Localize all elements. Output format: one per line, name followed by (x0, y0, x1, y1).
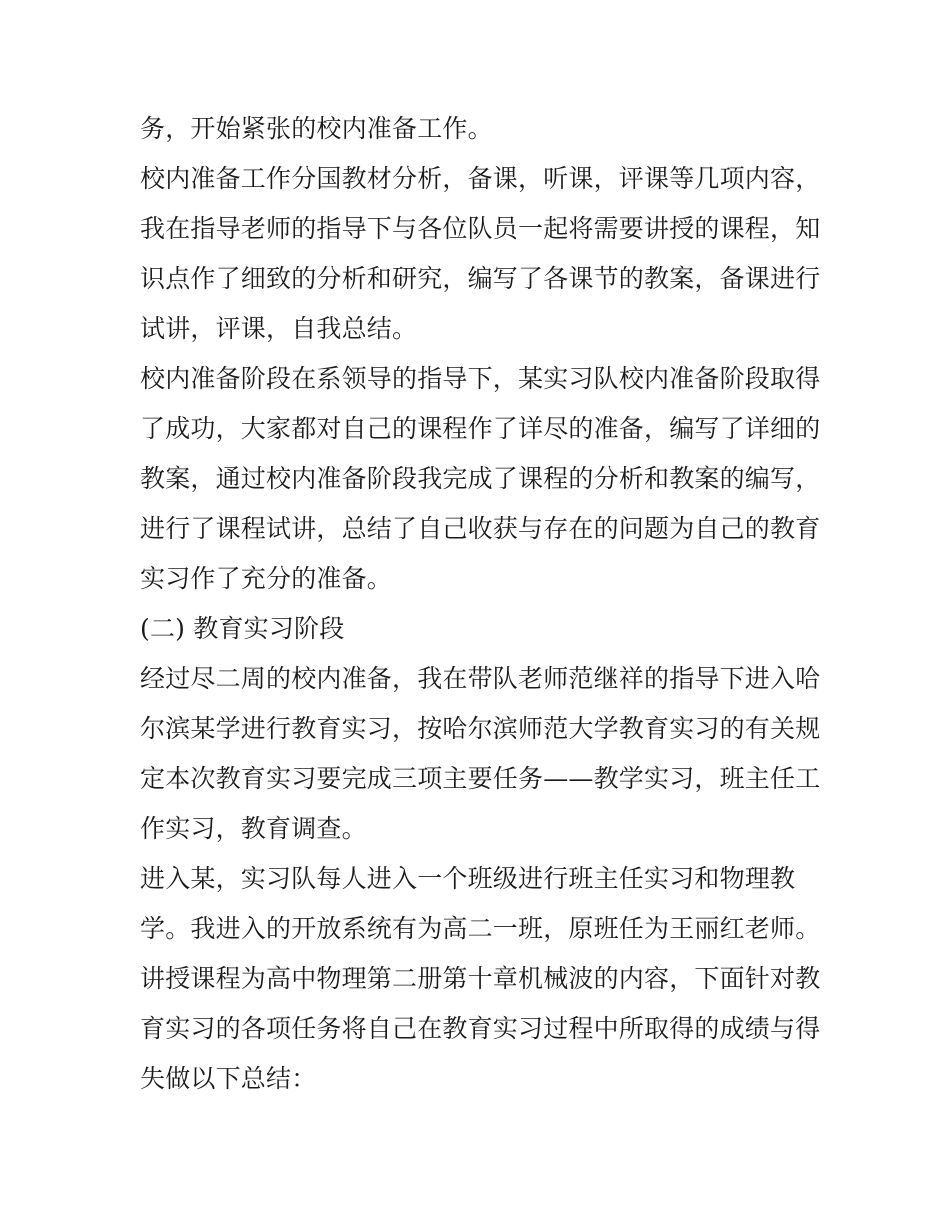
text-line: 失做以下总结： (140, 1064, 317, 1093)
text-line: 了成功，大家都对自己的课程作了详尽的准备，编写了详细的 (140, 414, 821, 443)
text-line: 进行了课程试讲，总结了自己收获与存在的问题为自己的教育 (140, 514, 821, 543)
text-line: 尔滨某学进行教育实习，按哈尔滨师范大学教育实习的有关规 (140, 714, 821, 743)
text-line: 实习作了充分的准备。 (140, 564, 393, 593)
text-line: 作实习，教育调查。 (140, 814, 367, 843)
document-body (140, 104, 820, 1104)
text-line: 育实习的各项任务将自己在教育实习过程中所取得的成绩与得 (140, 1014, 821, 1043)
text-line: 校内准备工作分国教材分析，备课，听课，评课等几项内容， (140, 164, 821, 193)
text-line: 定本次教育实习要完成三项主要任务——教学实习，班主任工 (140, 764, 821, 793)
text-line: 经过尽二周的校内准备，我在带队老师范继祥的指导下进入哈 (140, 664, 821, 693)
text-line: 学。我进入的开放系统有为高二一班，原班任为王丽红老师。 (140, 914, 821, 943)
text-line: 我在指导老师的指导下与各位队员一起将需要讲授的课程，知 (140, 214, 821, 243)
text-line: 务，开始紧张的校内准备工作。 (140, 114, 493, 143)
text-line: 进入某，实习队每人进入一个班级进行班主任实习和物理教 (140, 864, 796, 893)
text-line: 教案，通过校内准备阶段我完成了课程的分析和教案的编写， (140, 464, 821, 493)
text-line: 试讲，评课，自我总结。 (140, 314, 418, 343)
text-line: 讲授课程为高中物理第二册第十章机械波的内容，下面针对教 (140, 964, 821, 993)
section-heading: (二) 教育实习阶段 (140, 614, 345, 643)
text-line: 校内准备阶段在系领导的指导下，某实习队校内准备阶段取得 (140, 364, 821, 393)
text-line: 识点作了细致的分析和研究，编写了各课节的教案，备课进行 (140, 264, 821, 293)
